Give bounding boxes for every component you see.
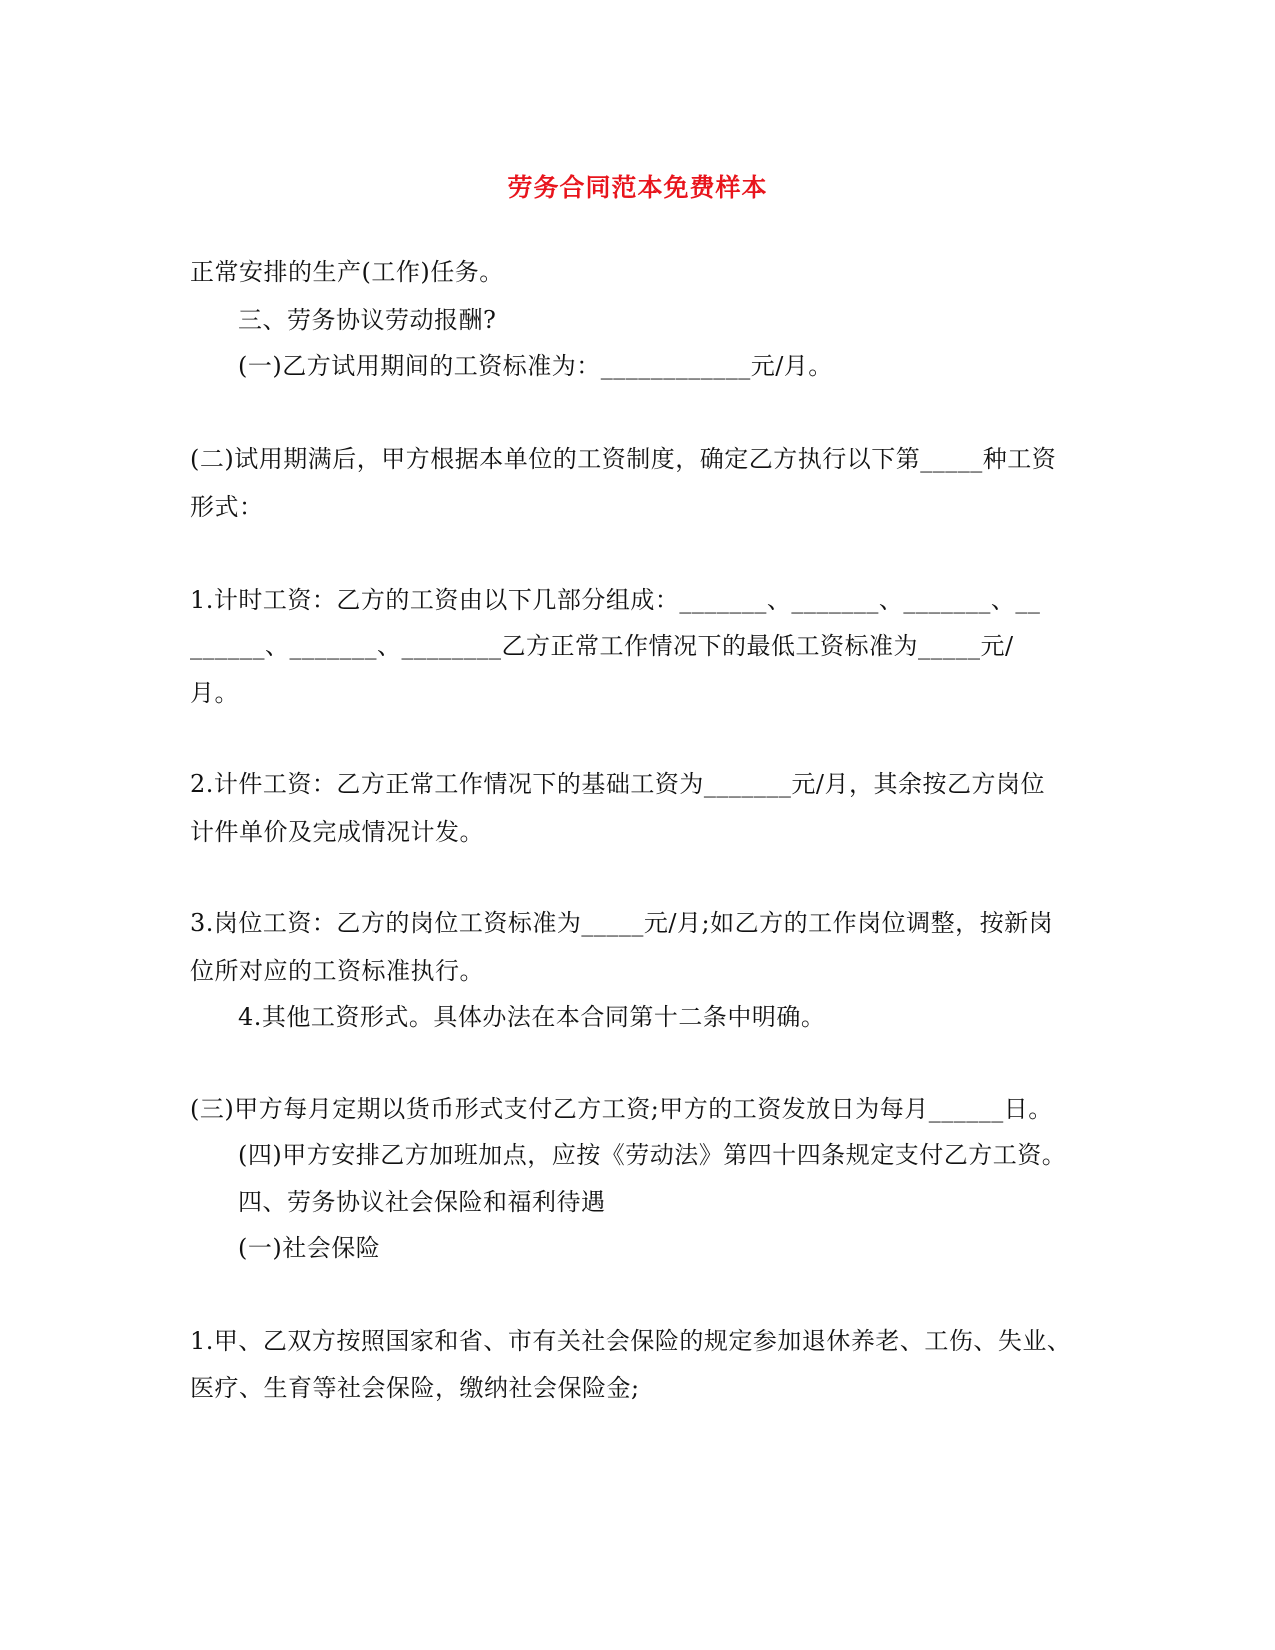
document-title: 劳务合同范本免费样本: [507, 173, 768, 202]
text-line: 四、劳务协议社会保险和福利待遇: [238, 1188, 606, 1216]
text-line: 1.甲、乙双方按照国家和省、市有关社会保险的规定参加退休养老、工伤、失业、: [190, 1327, 1072, 1355]
text-line: ______、_______、________乙方正常工作情况下的最低工资标准为_____元/: [190, 632, 1014, 660]
text-line: 月。: [190, 679, 239, 707]
text-line: 医疗、生育等社会保险，缴纳社会保险金;: [190, 1374, 640, 1402]
text-line: (一)社会保险: [238, 1234, 381, 1262]
text-line: 计件单价及完成情况计发。: [190, 818, 484, 846]
text-line: (二)试用期满后，甲方根据本单位的工资制度，确定乙方执行以下第_____种工资: [190, 445, 1057, 473]
text-line: (四)甲方安排乙方加班加点，应按《劳动法》第四十四条规定支付乙方工资。: [238, 1141, 1067, 1169]
text-line: 4.其他工资形式。具体办法在本合同第十二条中明确。: [238, 1003, 826, 1031]
text-line: 3.岗位工资：乙方的岗位工资标准为_____元/月;如乙方的工作岗位调整，按新岗: [190, 909, 1054, 937]
text-line: 1.计时工资：乙方的工资由以下几部分组成：_______、_______、_______、__: [190, 586, 1041, 614]
text-line: 位所对应的工资标准执行。: [190, 957, 484, 985]
text-line: 三、劳务协议劳动报酬?: [238, 306, 497, 334]
text-line: (一)乙方试用期间的工资标准为：____________元/月。: [238, 352, 833, 380]
text-line: (三)甲方每月定期以货币形式支付乙方工资;甲方的工资发放日为每月______日。: [190, 1095, 1053, 1123]
text-line: 2.计件工资：乙方正常工作情况下的基础工资为_______元/月，其余按乙方岗位: [190, 770, 1045, 798]
text-line: 正常安排的生产(工作)任务。: [190, 258, 504, 286]
text-line: 形式：: [190, 493, 264, 521]
